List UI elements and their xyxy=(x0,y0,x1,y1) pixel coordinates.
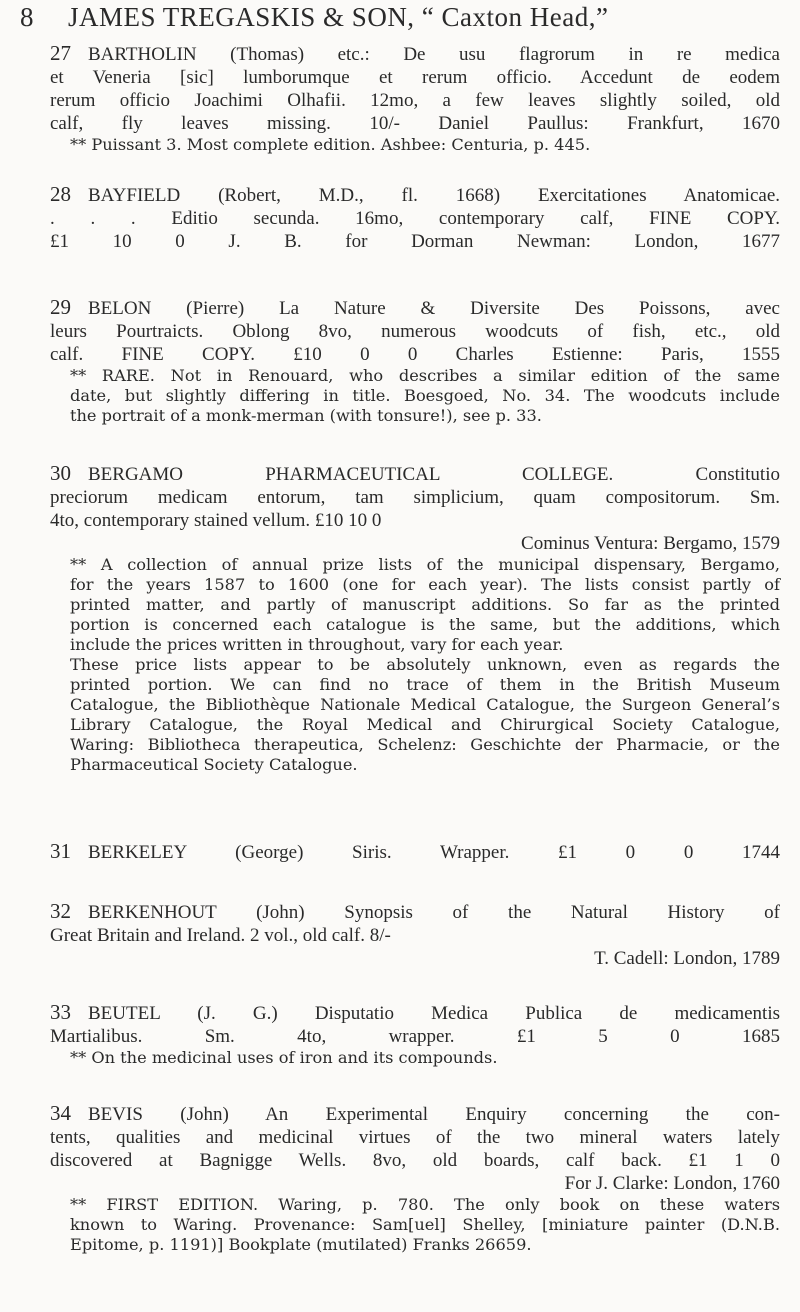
entry-line: 4to, contemporary stained vellum. £10 10 0 xyxy=(50,510,382,531)
entry-33 xyxy=(50,1001,780,1068)
entry-line: rerum officio Joachimi Olhafii. 12mo, a few leaves slightly soiled, old xyxy=(50,90,780,111)
entry-28 xyxy=(50,183,780,253)
entry-line: 29 BELON (Pierre) La Nature & Diversite Des Poissons, avec xyxy=(50,295,780,319)
entry-line: preciorum medicam entorum, tam simplicium, quam compositorum. Sm. xyxy=(50,487,780,508)
entry-line: discovered at Bagnigge Wells. 8vo, old boards, calf back. £1 1 0 xyxy=(50,1150,780,1171)
entry-line: 30 BERGAMO PHARMACEUTICAL COLLEGE. Constitutio xyxy=(50,461,780,485)
entry-line: £1 10 0 J. B. for Dorman Newman: London, 1677 xyxy=(50,231,780,252)
entry-imprint: Cominus Ventura: Bergamo, 1579 xyxy=(521,533,780,554)
entry-note: ** FIRST EDITION. Waring, p. 780. The only book on these waters known to Waring. Provenance: Sam[uel] Shelley, [miniature painter (D.N.B. Epitome, p. 1191)] Bookplate (mutilated) Franks 26659. xyxy=(70,1195,780,1254)
entry-imprint: For J. Clarke: London, 1760 xyxy=(564,1173,780,1194)
entry-line: 27 BARTHOLIN (Thomas) etc.: De usu flagrorum in re medica xyxy=(50,41,780,65)
entry-number: 31 xyxy=(50,839,71,863)
entry-note: ** Puissant 3. Most complete edition. Ashbee: Centuria, p. 445. xyxy=(70,135,591,154)
entry-29 xyxy=(50,296,780,426)
entry-line: 33 BEUTEL (J. G.) Disputatio Medica Publica de medicamentis xyxy=(50,1000,780,1024)
entry-note: ** A collection of annual prize lists of the municipal dispensary, Bergamo, for the years 1587 to 1600 (one for each year). The lists consist partly of printed matter, and partly of manuscript additions. So far as the printed portion is concerned each catalogue is the same, but the additions, which include the prices written in throughout, vary for each year. These price lists appear to be absolutely unknown, even as regards the printed portion. We can find no trace of them in the British Museum Catalogue, the Bibliothèque Nationale Medical Catalogue, the Surgeon General’s Library Catalogue, the Royal Medical and Chirurgical Society Catalogue, Waring: Bibliotheca therapeutica, Schelenz: Geschichte der Pharmacie, or the Pharmaceutical Society Catalogue. xyxy=(70,555,780,774)
entry-note: ** On the medicinal uses of iron and its compounds. xyxy=(70,1048,498,1067)
entry-number: 33 xyxy=(50,1000,71,1024)
entry-31 xyxy=(50,840,780,864)
running-head-title: JAMES TREGASKIS & SON, “ Caxton Head,” xyxy=(68,2,609,32)
entry-number: 29 xyxy=(50,295,71,319)
entry-line: et Veneria [sic] lumborumque et rerum officio. Accedunt de eodem xyxy=(50,67,780,88)
entry-30 xyxy=(50,462,780,775)
entry-line: calf, fly leaves missing. 10/- Daniel Paullus: Frankfurt, 1670 xyxy=(50,113,780,134)
entry-27 xyxy=(50,42,780,155)
entry-number: 32 xyxy=(50,899,71,923)
entry-line: 31 BERKELEY (George) Siris. Wrapper. £1 0 0 1744 xyxy=(50,839,780,863)
page-number: 8 xyxy=(20,2,34,32)
entry-line: Martialibus. Sm. 4to, wrapper. £1 5 0 1685 xyxy=(50,1026,780,1047)
entry-line: 28 BAYFIELD (Robert, M.D., fl. 1668) Exercitationes Anatomicae. xyxy=(50,182,780,206)
entry-line: 34 BEVIS (John) An Experimental Enquiry concerning the con- xyxy=(50,1101,780,1125)
entry-line: 32 BERKENHOUT (John) Synopsis of the Natural History of xyxy=(50,899,780,923)
entry-number: 27 xyxy=(50,41,71,65)
entry-note: ** RARE. Not in Renouard, who describes a similar edition of the same date, but slightly differing in title. Boesgoed, No. 34. The woodcuts include the portrait of a monk-merman (with tonsure!), see p. 33. xyxy=(70,366,780,425)
entry-line: leurs Pourtraicts. Oblong 8vo, numerous woodcuts of fish, etc., old xyxy=(50,321,780,342)
entry-34 xyxy=(50,1102,780,1255)
entry-line: Great Britain and Ireland. 2 vol., old calf. 8/- xyxy=(50,925,391,946)
entry-number: 34 xyxy=(50,1101,71,1125)
entry-line: . . . Editio secunda. 16mo, contemporary calf, FINE COPY. xyxy=(50,208,780,229)
entry-imprint: T. Cadell: London, 1789 xyxy=(594,948,780,969)
entry-line: calf. FINE COPY. £10 0 0 Charles Estienne: Paris, 1555 xyxy=(50,344,780,365)
entry-number: 28 xyxy=(50,182,71,206)
running-head xyxy=(20,0,780,34)
entry-number: 30 xyxy=(50,461,71,485)
entry-line: tents, qualities and medicinal virtues of the two mineral waters lately xyxy=(50,1127,780,1148)
entry-32 xyxy=(50,900,780,970)
